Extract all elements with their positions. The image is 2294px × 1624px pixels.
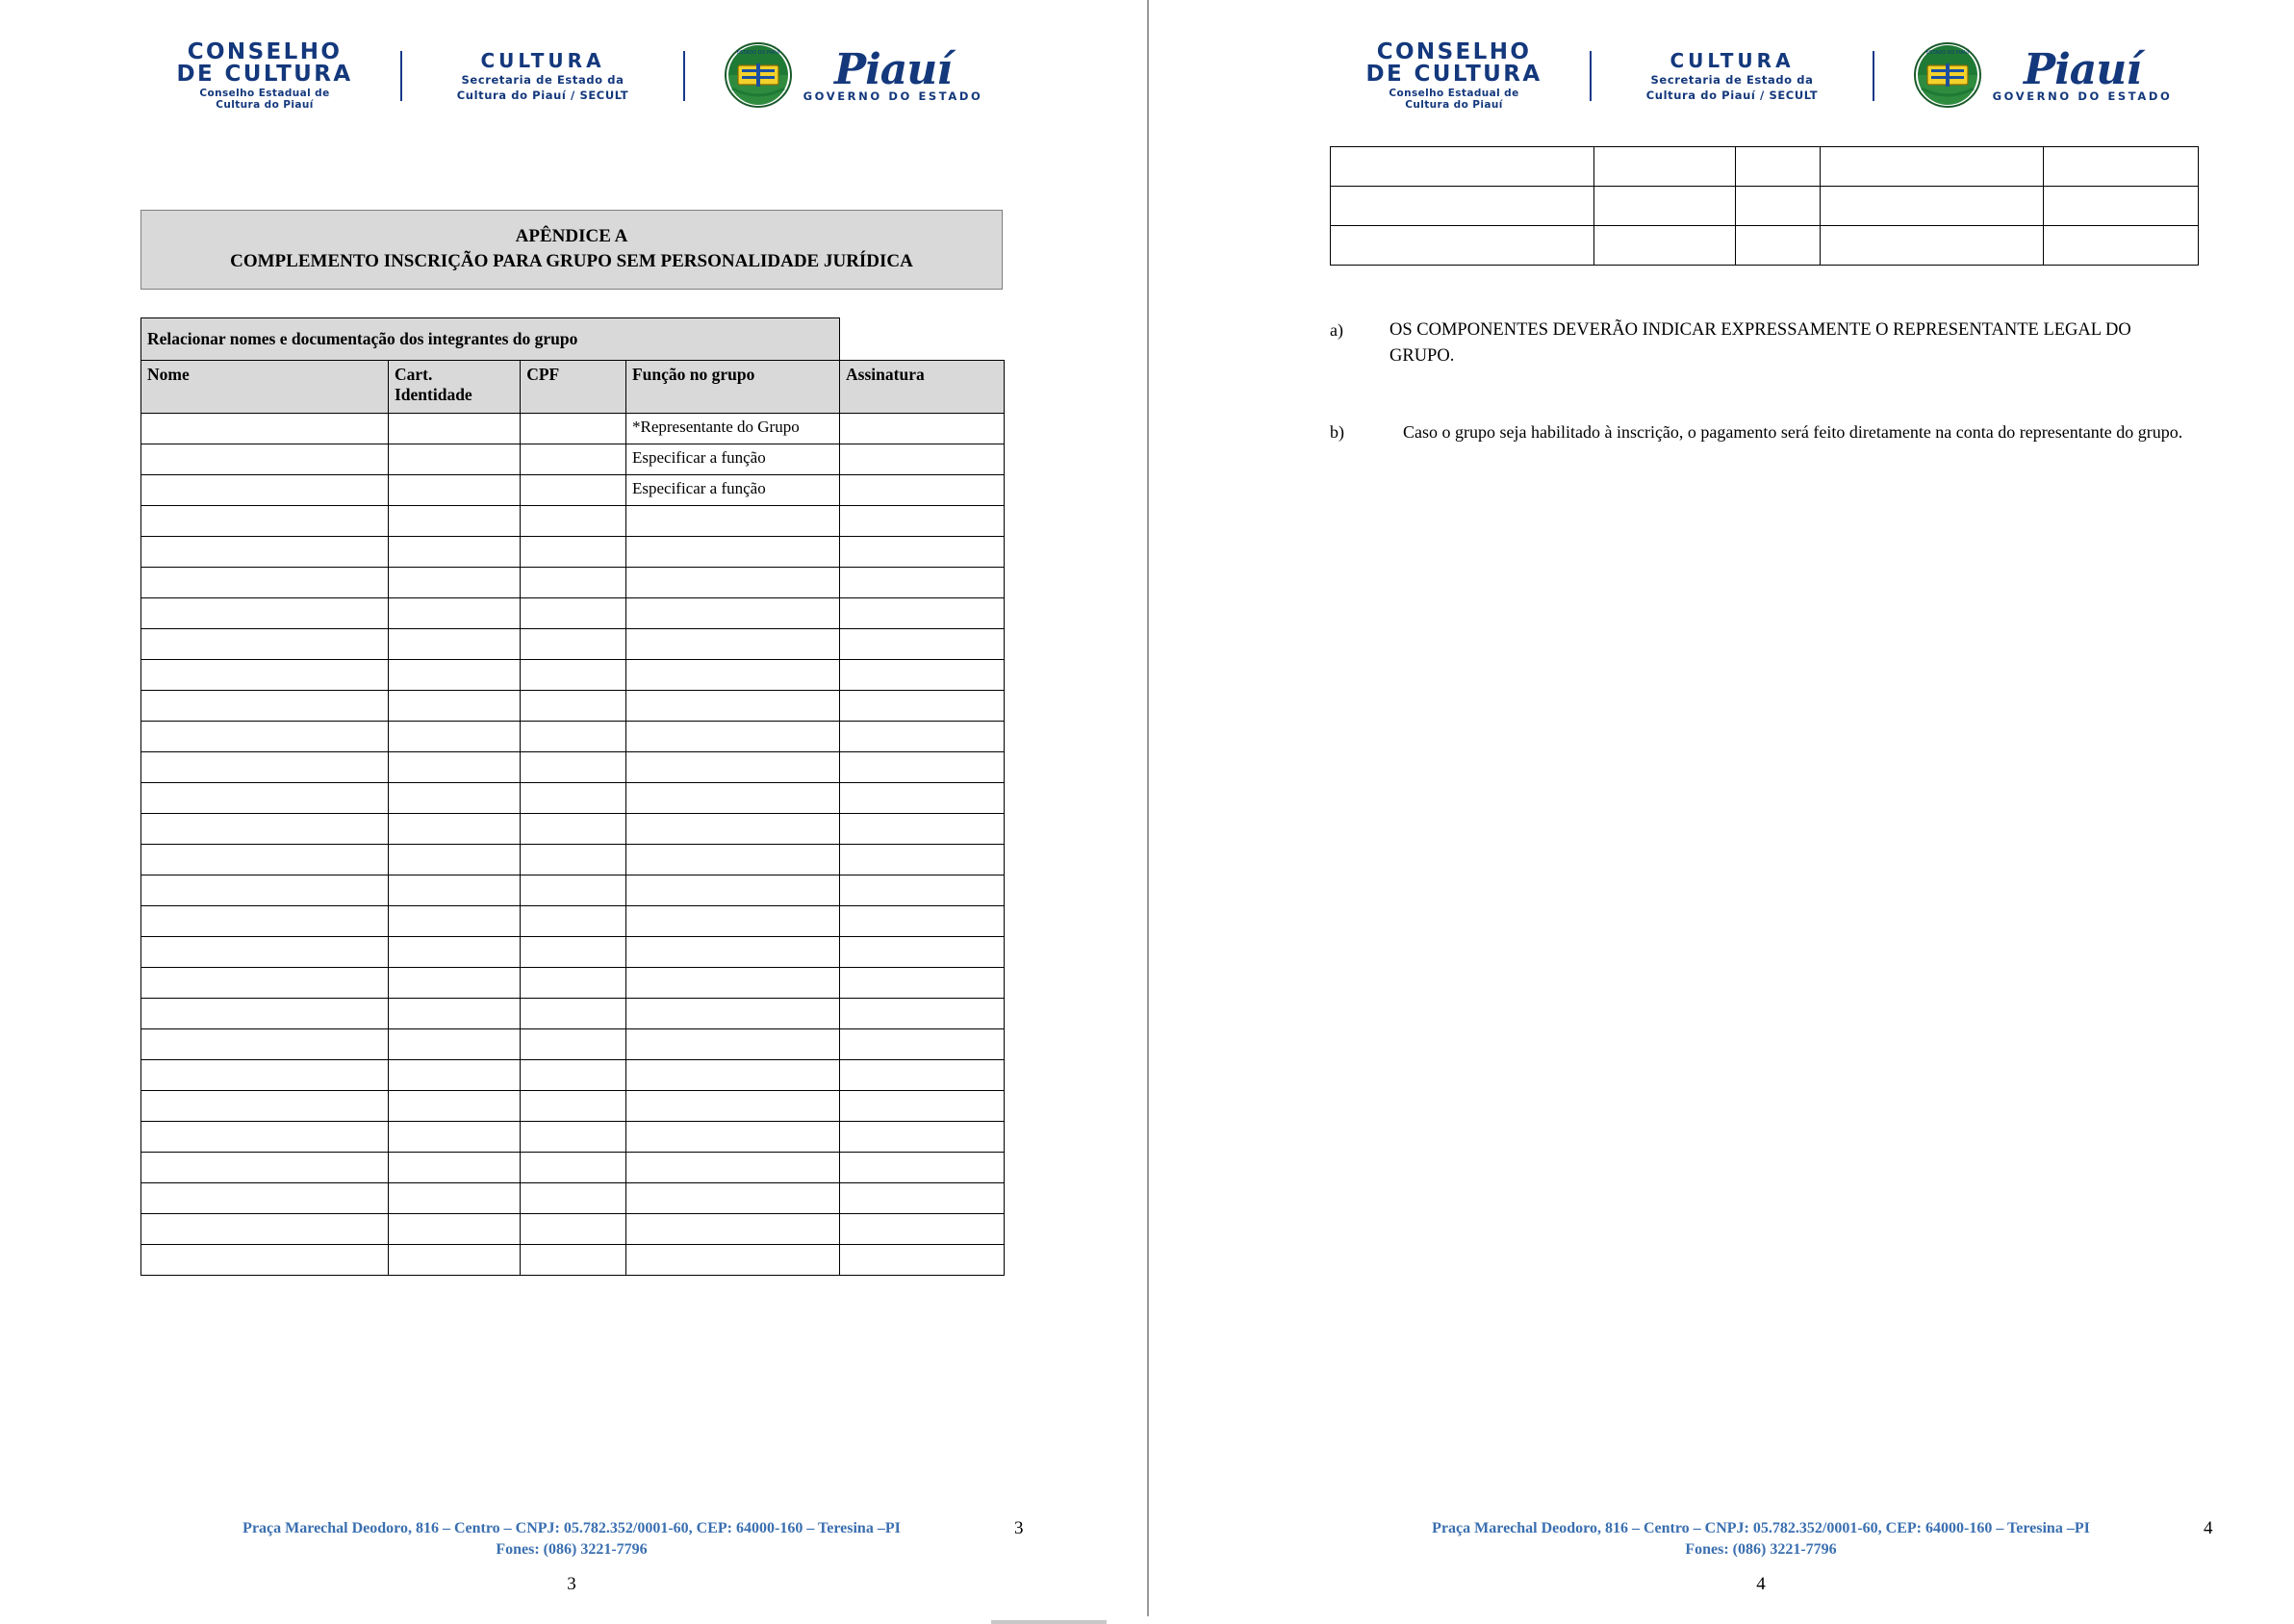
- cell-funcao[interactable]: [625, 722, 839, 752]
- cell-identidade[interactable]: [388, 660, 520, 691]
- cell-assinatura[interactable]: [840, 1091, 1005, 1122]
- continuation-cell[interactable]: [2044, 187, 2199, 226]
- cell-assinatura[interactable]: [840, 414, 1005, 444]
- table-row: [141, 722, 1005, 752]
- letterhead-conselho-line2: DE CULTURA: [176, 62, 353, 88]
- cell-funcao[interactable]: [625, 444, 839, 475]
- table-row: [141, 444, 1005, 475]
- continuation-cell[interactable]: [1736, 147, 1821, 187]
- page-number-side: 3: [1014, 1518, 1024, 1538]
- cell-funcao[interactable]: [625, 1214, 839, 1245]
- cell-identidade[interactable]: [388, 1245, 520, 1276]
- cell-cpf[interactable]: [521, 1029, 626, 1060]
- cell-funcao[interactable]: [625, 1122, 839, 1153]
- cell-assinatura[interactable]: [840, 968, 1005, 999]
- continuation-cell[interactable]: [1736, 226, 1821, 266]
- table-row: [141, 629, 1005, 660]
- letterhead-divider-2: [683, 51, 685, 101]
- cell-cpf[interactable]: [521, 1153, 626, 1183]
- cell-cpf[interactable]: [521, 629, 626, 660]
- cell-nome[interactable]: [141, 1153, 389, 1183]
- letterhead-right-conselho-block: [1330, 38, 1578, 112]
- cell-nome[interactable]: [141, 506, 389, 537]
- letterhead-right-cultura-line1: CULTURA: [1670, 49, 1795, 73]
- cell-assinatura[interactable]: [840, 1245, 1005, 1276]
- cell-nome[interactable]: [141, 875, 389, 906]
- cell-cpf[interactable]: [521, 691, 626, 722]
- cell-funcao[interactable]: [625, 660, 839, 691]
- cell-nome[interactable]: [141, 1183, 389, 1214]
- continuation-cell[interactable]: [1821, 226, 2044, 266]
- cell-funcao[interactable]: [625, 568, 839, 598]
- cell-cpf[interactable]: [521, 999, 626, 1029]
- note-text-a: OS COMPONENTES DEVERÃO INDICAR EXPRESSAMENTE O REPRESENTANTE LEGAL DO GRUPO.: [1389, 320, 2131, 366]
- continuation-cell[interactable]: [1331, 226, 1594, 266]
- table-row: [141, 845, 1005, 875]
- continuation-cell[interactable]: [1594, 187, 1736, 226]
- cell-cpf[interactable]: [521, 598, 626, 629]
- table-row: [141, 1153, 1005, 1183]
- letterhead-right-conselho-line4: Cultura do Piauí: [1405, 99, 1503, 112]
- cell-cpf[interactable]: [521, 414, 626, 444]
- cell-nome[interactable]: [141, 752, 389, 783]
- table-row: [141, 752, 1005, 783]
- cell-text-funcao: Especificar a função: [631, 448, 766, 467]
- cell-funcao[interactable]: [625, 752, 839, 783]
- cell-assinatura[interactable]: [840, 1122, 1005, 1153]
- cell-identidade[interactable]: [388, 845, 520, 875]
- table-row: [141, 1091, 1005, 1122]
- cell-assinatura[interactable]: [840, 506, 1005, 537]
- cell-funcao[interactable]: [625, 1060, 839, 1091]
- cell-assinatura[interactable]: [840, 475, 1005, 506]
- cell-cpf[interactable]: [521, 1122, 626, 1153]
- continuation-cell[interactable]: [1821, 147, 2044, 187]
- cell-nome[interactable]: [141, 845, 389, 875]
- cell-assinatura[interactable]: [840, 937, 1005, 968]
- cell-assinatura[interactable]: [840, 814, 1005, 845]
- cell-nome[interactable]: [141, 691, 389, 722]
- cell-funcao[interactable]: [625, 506, 839, 537]
- cell-nome[interactable]: [141, 414, 389, 444]
- table-row: [141, 814, 1005, 845]
- continuation-table-row: [1331, 147, 2199, 187]
- table-row: [141, 537, 1005, 568]
- cell-identidade[interactable]: [388, 968, 520, 999]
- cell-identidade[interactable]: [388, 537, 520, 568]
- table-row: [141, 1060, 1005, 1091]
- table-row: [141, 691, 1005, 722]
- continuation-cell[interactable]: [1594, 147, 1736, 187]
- brasao-do-piaui-icon: [1912, 40, 1983, 112]
- table-row: [141, 783, 1005, 814]
- col-header-cpf: CPF: [521, 361, 626, 414]
- letterhead-right-state-block: [1886, 40, 2198, 112]
- cell-funcao[interactable]: [625, 537, 839, 568]
- table-row: [141, 999, 1005, 1029]
- cell-cpf[interactable]: [521, 1091, 626, 1122]
- cell-funcao[interactable]: [625, 629, 839, 660]
- members-table-banner: Relacionar nomes e documentação dos integrantes do grupo: [141, 318, 840, 361]
- cell-nome[interactable]: [141, 475, 389, 506]
- letterhead-right-cultura-line2: Secretaria de Estado da: [1650, 73, 1814, 88]
- table-row: [141, 414, 1005, 444]
- note-marker-b: b): [1330, 421, 1344, 442]
- cell-funcao[interactable]: [625, 906, 839, 937]
- cell-nome[interactable]: [141, 537, 389, 568]
- cell-nome[interactable]: [141, 906, 389, 937]
- letterhead-right-divider-1: [1590, 51, 1592, 101]
- continuation-table-row: [1331, 187, 2199, 226]
- notes-list: [1330, 317, 2198, 444]
- letterhead-state-wordmark: [803, 45, 983, 103]
- cell-assinatura[interactable]: [840, 875, 1005, 906]
- table-row: [141, 1029, 1005, 1060]
- cell-nome[interactable]: [141, 999, 389, 1029]
- cell-cpf[interactable]: [521, 537, 626, 568]
- letterhead-state-block: [697, 40, 1008, 112]
- letterhead-conselho-block: [140, 38, 389, 112]
- table-row: [141, 1183, 1005, 1214]
- cell-funcao[interactable]: [625, 783, 839, 814]
- cell-assinatura[interactable]: [840, 1214, 1005, 1245]
- cell-assinatura[interactable]: [840, 1029, 1005, 1060]
- continuation-cell[interactable]: [2044, 147, 2199, 187]
- col-header-identidade: Cart. Identidade: [388, 361, 520, 414]
- cell-nome[interactable]: [141, 968, 389, 999]
- table-row: [141, 475, 1005, 506]
- cell-funcao[interactable]: [625, 414, 839, 444]
- table-row: [141, 598, 1005, 629]
- cell-cpf[interactable]: [521, 968, 626, 999]
- cell-funcao[interactable]: [625, 937, 839, 968]
- cell-identidade[interactable]: [388, 752, 520, 783]
- cell-nome[interactable]: [141, 1214, 389, 1245]
- col-header-nome: Nome: [141, 361, 389, 414]
- letterhead-right-conselho-line2: DE CULTURA: [1365, 62, 1542, 88]
- footer-address-right: Praça Marechal Deodoro, 816 – Centro – CNPJ: 05.782.352/0001-60, CEP: 64000-160 – Teresina –PI: [1432, 1520, 2090, 1536]
- footer-address: Praça Marechal Deodoro, 816 – Centro – CNPJ: 05.782.352/0001-60, CEP: 64000-160 – Teresina –PI: [242, 1520, 901, 1536]
- cell-assinatura[interactable]: [840, 845, 1005, 875]
- cell-nome[interactable]: [141, 1029, 389, 1060]
- cell-assinatura[interactable]: [840, 1153, 1005, 1183]
- cell-cpf[interactable]: [521, 1183, 626, 1214]
- footer-phone: Fones: (086) 3221-7796: [496, 1540, 648, 1558]
- continuation-table-row: [1331, 226, 2199, 266]
- letterhead-right-conselho-line1: CONSELHO: [1376, 38, 1532, 64]
- cell-assinatura[interactable]: [840, 783, 1005, 814]
- note-marker-a: a): [1330, 320, 1343, 340]
- cell-cpf[interactable]: [521, 568, 626, 598]
- cell-assinatura[interactable]: [840, 999, 1005, 1029]
- cell-identidade[interactable]: [388, 598, 520, 629]
- letterhead-right-state-sub: GOVERNO DO ESTADO: [1992, 89, 2173, 103]
- note-text-b: Caso o grupo seja habilitado à inscrição, o pagamento será feito diretamente na conta do representante do grupo.: [1403, 421, 2183, 442]
- cell-cpf[interactable]: [521, 783, 626, 814]
- table-row: [141, 906, 1005, 937]
- cell-assinatura[interactable]: [840, 722, 1005, 752]
- window-bottom-bar: [0, 1616, 2294, 1624]
- cell-nome[interactable]: [141, 1245, 389, 1276]
- cell-nome[interactable]: [141, 1060, 389, 1091]
- continuation-cell[interactable]: [2044, 226, 2199, 266]
- continuation-cell[interactable]: [1331, 147, 1594, 187]
- cell-funcao[interactable]: [625, 968, 839, 999]
- cell-identidade[interactable]: [388, 1183, 520, 1214]
- appendix-title-box: [140, 210, 1003, 290]
- cell-cpf[interactable]: [521, 752, 626, 783]
- letterhead-conselho-line1: CONSELHO: [187, 38, 343, 64]
- cell-identidade[interactable]: [388, 568, 520, 598]
- cell-assinatura[interactable]: [840, 598, 1005, 629]
- cell-identidade[interactable]: [388, 937, 520, 968]
- letterhead: [140, 35, 1008, 117]
- cell-funcao[interactable]: [625, 875, 839, 906]
- cell-funcao[interactable]: [625, 1245, 839, 1276]
- page-number-side-right: 4: [2204, 1518, 2213, 1538]
- letterhead-state-sub: GOVERNO DO ESTADO: [803, 89, 983, 103]
- cell-funcao[interactable]: [625, 475, 839, 506]
- appendix-title-line2: COMPLEMENTO INSCRIÇÃO PARA GRUPO SEM PERSONALIDADE JURÍDICA: [230, 250, 913, 271]
- cell-nome[interactable]: [141, 722, 389, 752]
- cell-nome[interactable]: [141, 937, 389, 968]
- cell-nome[interactable]: [141, 629, 389, 660]
- letterhead-conselho-line3: Conselho Estadual de: [199, 87, 330, 99]
- cell-identidade[interactable]: [388, 722, 520, 752]
- cell-cpf[interactable]: [521, 875, 626, 906]
- letterhead-cultura-block: [414, 51, 672, 100]
- cell-cpf[interactable]: [521, 1060, 626, 1091]
- cell-cpf[interactable]: [521, 722, 626, 752]
- letterhead-right-state-name: Piauí: [2023, 45, 2141, 94]
- cell-identidade[interactable]: [388, 629, 520, 660]
- continuation-cell[interactable]: [1736, 187, 1821, 226]
- members-table: [140, 317, 1005, 1276]
- letterhead-conselho-line4: Cultura do Piauí: [216, 99, 314, 112]
- letterhead-cultura-line2: Secretaria de Estado da: [461, 73, 624, 88]
- cell-funcao[interactable]: [625, 598, 839, 629]
- cell-funcao[interactable]: [625, 691, 839, 722]
- table-row: [141, 506, 1005, 537]
- page-number-bottom: 3: [567, 1574, 576, 1594]
- continuation-cell[interactable]: [1331, 187, 1594, 226]
- cell-assinatura[interactable]: [840, 537, 1005, 568]
- cell-identidade[interactable]: [388, 1029, 520, 1060]
- table-row: [141, 1245, 1005, 1276]
- col-header-funcao: Função no grupo: [625, 361, 839, 414]
- letterhead-right-cultura-block: [1603, 51, 1861, 100]
- cell-assinatura[interactable]: [840, 906, 1005, 937]
- cell-identidade[interactable]: [388, 999, 520, 1029]
- cell-funcao[interactable]: [625, 1091, 839, 1122]
- cell-identidade[interactable]: [388, 1060, 520, 1091]
- cell-nome[interactable]: [141, 814, 389, 845]
- cell-assinatura[interactable]: [840, 629, 1005, 660]
- letterhead-state-name: Piauí: [833, 45, 952, 94]
- brasao-do-piaui-icon: [723, 40, 794, 112]
- cell-cpf[interactable]: [521, 660, 626, 691]
- members-table-banner-row: [141, 318, 1005, 361]
- letterhead-divider-1: [400, 51, 402, 101]
- members-table-header-row: [141, 361, 1005, 414]
- cell-identidade[interactable]: [388, 1214, 520, 1245]
- cell-assinatura[interactable]: [840, 752, 1005, 783]
- note-item-a: [1330, 317, 2198, 369]
- members-table-banner-spacer: [840, 318, 1005, 361]
- cell-assinatura[interactable]: [840, 444, 1005, 475]
- letterhead-cultura-line3: Cultura do Piauí / SECULT: [456, 88, 629, 102]
- cell-text-funcao: *Representante do Grupo: [631, 418, 800, 436]
- cell-nome[interactable]: [141, 444, 389, 475]
- cell-cpf[interactable]: [521, 1214, 626, 1245]
- page-4: [1147, 0, 2294, 1624]
- cell-identidade[interactable]: [388, 691, 520, 722]
- cell-identidade[interactable]: [388, 875, 520, 906]
- letterhead-right-state-wordmark: [1992, 45, 2173, 103]
- cell-assinatura[interactable]: [840, 568, 1005, 598]
- cell-cpf[interactable]: [521, 506, 626, 537]
- cell-nome[interactable]: [141, 598, 389, 629]
- cell-assinatura[interactable]: [840, 1060, 1005, 1091]
- cell-cpf[interactable]: [521, 1245, 626, 1276]
- cell-assinatura[interactable]: [840, 691, 1005, 722]
- svg-text:ESTADO DO PIAUÍ: ESTADO DO PIAUÍ: [1925, 50, 1969, 56]
- cell-identidade[interactable]: [388, 506, 520, 537]
- letterhead-right-conselho-line3: Conselho Estadual de: [1389, 87, 1519, 99]
- cell-identidade[interactable]: [388, 1122, 520, 1153]
- table-row: [141, 660, 1005, 691]
- cell-text-funcao: Especificar a função: [631, 479, 766, 497]
- cell-identidade[interactable]: [388, 475, 520, 506]
- cell-cpf[interactable]: [521, 906, 626, 937]
- cell-nome[interactable]: [141, 660, 389, 691]
- cell-nome[interactable]: [141, 783, 389, 814]
- col-header-assinatura: Assinatura: [840, 361, 1005, 414]
- cell-funcao[interactable]: [625, 1029, 839, 1060]
- horizontal-scrollbar[interactable]: [991, 1620, 1107, 1624]
- cell-identidade[interactable]: [388, 1153, 520, 1183]
- cell-assinatura[interactable]: [840, 1183, 1005, 1214]
- table-row: [141, 1122, 1005, 1153]
- page-footer-right: [1330, 1518, 2192, 1560]
- svg-text:ESTADO DO PIAUÍ: ESTADO DO PIAUÍ: [736, 50, 779, 56]
- members-table-continuation: [1330, 146, 2199, 266]
- table-row: [141, 968, 1005, 999]
- cell-identidade[interactable]: [388, 783, 520, 814]
- cell-cpf[interactable]: [521, 814, 626, 845]
- letterhead-right-divider-2: [1873, 51, 1874, 101]
- cell-cpf[interactable]: [521, 444, 626, 475]
- cell-cpf[interactable]: [521, 845, 626, 875]
- cell-identidade[interactable]: [388, 1091, 520, 1122]
- letterhead-right: [1330, 35, 2198, 117]
- table-row: [141, 937, 1005, 968]
- note-item-b: [1330, 419, 2198, 444]
- cell-identidade[interactable]: [388, 814, 520, 845]
- cell-identidade[interactable]: [388, 444, 520, 475]
- cell-cpf[interactable]: [521, 475, 626, 506]
- cell-funcao[interactable]: [625, 1183, 839, 1214]
- continuation-cell[interactable]: [1821, 187, 2044, 226]
- letterhead-right-cultura-line3: Cultura do Piauí / SECULT: [1645, 88, 1819, 102]
- cell-funcao[interactable]: [625, 814, 839, 845]
- cell-funcao[interactable]: [625, 1153, 839, 1183]
- cell-assinatura[interactable]: [840, 660, 1005, 691]
- cell-nome[interactable]: [141, 1122, 389, 1153]
- page-footer: [140, 1518, 1003, 1560]
- cell-identidade[interactable]: [388, 906, 520, 937]
- table-row: [141, 568, 1005, 598]
- cell-funcao[interactable]: [625, 999, 839, 1029]
- cell-identidade[interactable]: [388, 414, 520, 444]
- cell-cpf[interactable]: [521, 937, 626, 968]
- footer-phone-right: Fones: (086) 3221-7796: [1685, 1540, 1837, 1558]
- continuation-cell[interactable]: [1594, 226, 1736, 266]
- page-number-bottom-right: 4: [1756, 1574, 1766, 1594]
- cell-nome[interactable]: [141, 1091, 389, 1122]
- cell-nome[interactable]: [141, 568, 389, 598]
- letterhead-cultura-line1: CULTURA: [480, 49, 605, 73]
- table-row: [141, 875, 1005, 906]
- table-row: [141, 1214, 1005, 1245]
- appendix-title-line1: APÊNDICE A: [515, 226, 628, 246]
- cell-funcao[interactable]: [625, 845, 839, 875]
